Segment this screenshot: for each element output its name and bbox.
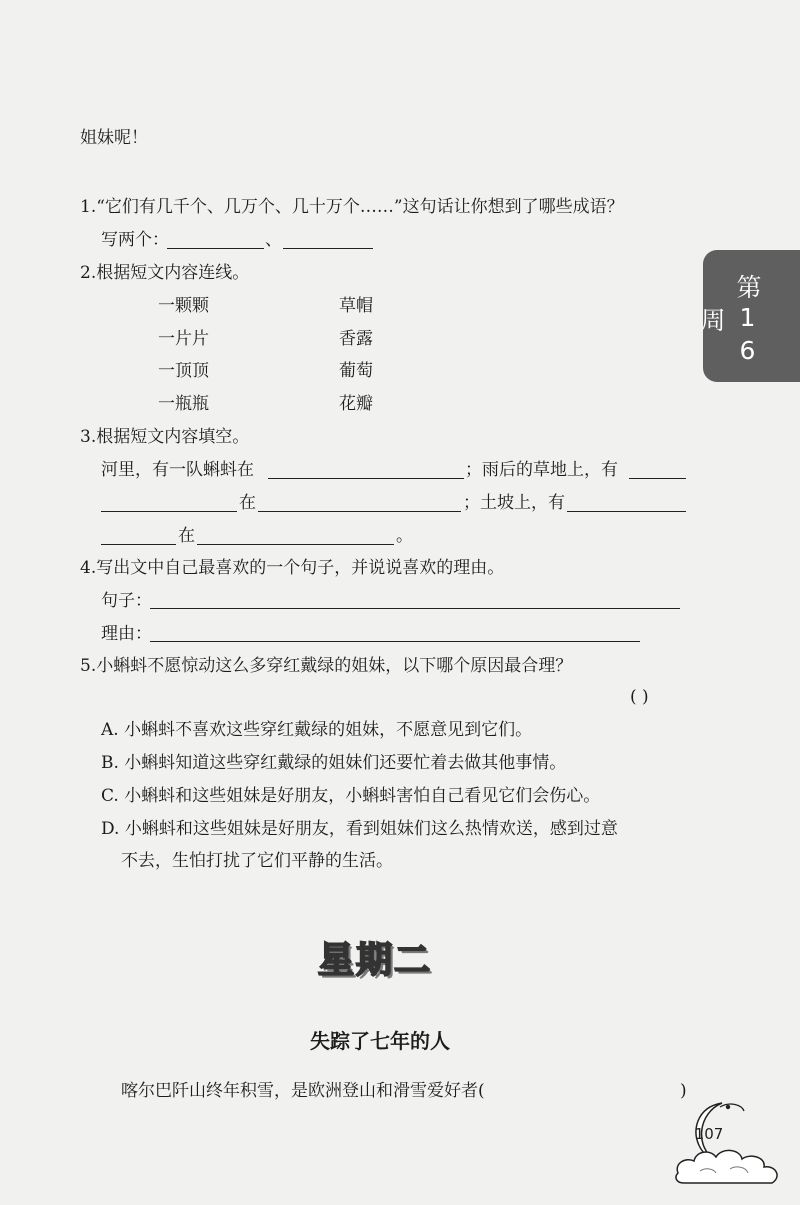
match-right-item[interactable]: 草帽 [339,296,373,316]
question-3: 3.根据短文内容填空。 [80,427,250,447]
intro-answer-space[interactable] [572,1098,670,1099]
q3-period: 。 [396,526,413,546]
question-1-prompt: 写两个： [101,230,169,250]
match-right-item[interactable]: 葡萄 [339,361,373,381]
q4-sentence-blank[interactable] [150,608,680,609]
q3-zai-1: 在 [239,493,256,513]
q3-blank-7[interactable] [197,544,394,545]
q4-sentence-label: 句子： [101,591,152,611]
match-left-item[interactable]: 一颗颗 [158,296,209,316]
article-title: 失踪了七年的人 [310,1029,450,1053]
q1-blank-1[interactable] [167,248,264,249]
q3-blank-2[interactable] [629,478,686,479]
week-tab [697,250,800,382]
q5-option-a: A. 小蝌蚪不喜欢这些穿红戴绿的姐妹，不愿意见到它们。 [101,720,533,740]
q4-reason-label: 理由： [101,624,152,644]
q5-answer-paren[interactable]: ( ) [630,687,649,707]
match-left-item[interactable]: 一瓶瓶 [158,394,209,414]
question-4: 4.写出文中自己最喜欢的一个句子，并说说喜欢的理由。 [80,558,505,578]
article-intro: 喀尔巴阡山终年积雪，是欧洲登山和滑雪爱好者( [121,1081,485,1101]
q3-line1-b: ；雨后的草地上，有 [465,460,618,480]
q3-zai-2: 在 [178,526,195,546]
q3-blank-4[interactable] [258,511,461,512]
week-tab-label: 第16周 [697,273,762,369]
page-number: 107 [694,1125,724,1143]
q3-line1-a: 河里，有一队蝌蚪在 [101,460,254,480]
q3-line2-b: ；土坡上，有 [463,493,565,513]
match-right-item[interactable]: 花瓣 [339,394,373,414]
q3-blank-1[interactable] [268,478,464,479]
q1-blank-2[interactable] [283,248,373,249]
match-left-item[interactable]: 一片片 [158,329,209,349]
q5-option-d-cont: 不去，生怕打扰了它们平静的生活。 [121,851,393,871]
q3-blank-3[interactable] [101,511,237,512]
day-heading: 星期二 [317,940,432,981]
question-5: 5.小蝌蚪不愿惊动这么多穿红戴绿的姐妹，以下哪个原因最合理？ [80,656,573,676]
question-1: 1.“它们有几千个、几万个、几十万个……”这句话让你想到了哪些成语？ [80,197,624,217]
q4-reason-blank[interactable] [150,641,640,642]
question-2: 2.根据短文内容连线。 [80,263,250,283]
q3-blank-5[interactable] [567,511,686,512]
match-left-item[interactable]: 一顶顶 [158,361,209,381]
q5-option-d: D. 小蝌蚪和这些姐妹是好朋友，看到姐妹们这么热情欢送，感到过意 [101,819,618,839]
passage-end: 姐妹呢！ [80,128,148,148]
q1-separator: 、 [265,230,282,250]
q5-option-c: C. 小蝌蚪和这些姐妹是好朋友，小蝌蚪害怕自己看见它们会伤心。 [101,786,601,806]
q5-option-b: B. 小蝌蚪知道这些穿红戴绿的姐妹们还要忙着去做其他事情。 [101,753,567,773]
article-intro-close: ) [680,1081,687,1101]
q3-blank-6[interactable] [101,544,176,545]
match-right-item[interactable]: 香露 [339,329,373,349]
